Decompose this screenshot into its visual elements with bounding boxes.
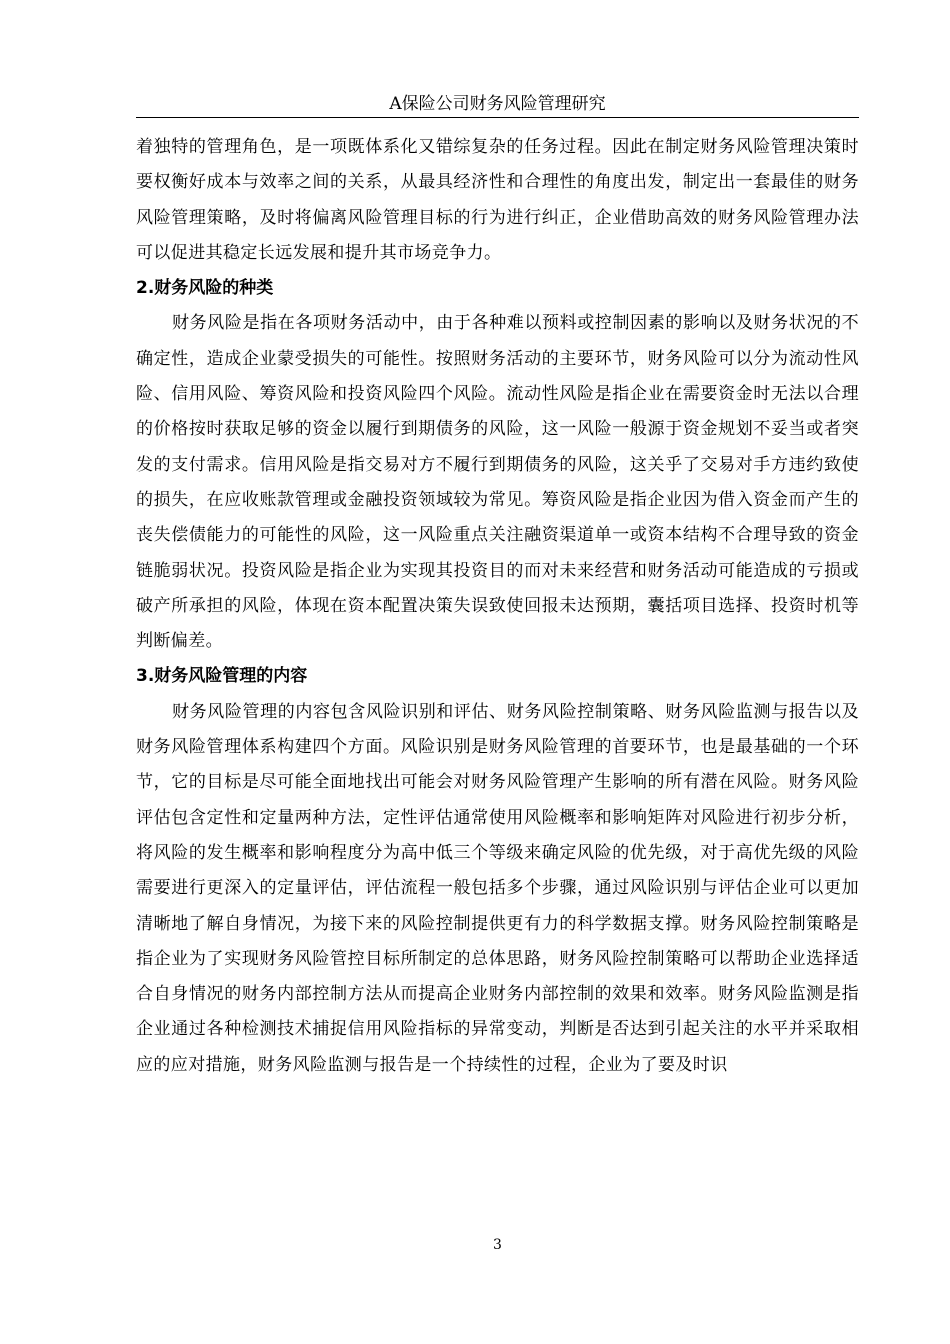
section-heading-2: 2.财务风险的种类 [136, 278, 274, 299]
running-header: A保险公司财务风险管理研究 [389, 94, 606, 114]
page-content [136, 130, 859, 1083]
paragraph-risk-management-content: 财务风险管理的内容包含风险识别和评估、财务风险控制策略、财务风险监测与报告以及财务风险管理体系构建四个方面。风险识别是财务风险管理的首要环节，也是最基础的一个环节，它的目标是尽可能全面地找出可能会对财务风险管理产生影响的所有潜在风险。财务风险评估包含定性和定量两种方法，定性评估通常使用风险概率和影响矩阵对风险进行初步分析，将风险的发生概率和影响程度分为高中低三个等级来确定风险的优先级，对于高优先级的风险需要进行更深入的定量评估，评估流程一般包括多个步骤，通过风险识别与评估企业可以更加清晰地了解自身情况，为接下来的风险控制提供更有力的科学数据支撑。财务风险控制策略是指企业为了实现财务风险管控目标所制定的总体思路，财务风险控制策略可以帮助企业选择适合自身情况的财务内部控制方法从而提高企业财务内部控制的效果和效率。财务风险监测是指企业通过各种检测技术捕捉信用风险指标的异常变动，判断是否达到引起关注的水平并采取相应的应对措施，财务风险监测与报告是一个持续性的过程，企业为了要及时识 [136, 701, 859, 1075]
paragraph-continued: 着独特的管理角色，是一项既体系化又错综复杂的任务过程。因此在制定财务风险管理决策时要权衡好成本与效率之间的关系，从最具经济性和合理性的角度出发，制定出一套最佳的财务风险管理策略，及时将偏离风险管理目标的行为进行纠正，企业借助高效的财务风险管理办法可以促进其稳定长远发展和提升其市场竞争力。 [136, 137, 859, 263]
section-heading-3: 3.财务风险管理的内容 [136, 666, 308, 687]
paragraph-financial-risk-types: 财务风险是指在各项财务活动中，由于各种难以预料或控制因素的影响以及财务状况的不确定性，造成企业蒙受损失的可能性。按照财务活动的主要环节，财务风险可以分为流动性风险、信用风险、筹资风险和投资风险四个风险。流动性风险是指企业在需要资金时无法以合理的价格按时获取足够的资金以履行到期债务的风险，这一风险一般源于资金规划不妥当或者突发的支付需求。信用风险是指交易对方不履行到期债务的风险，这关乎了交易对手方违约致使的损失，在应收账款管理或金融投资领域较为常见。筹资风险是指企业因为借入资金而产生的丧失偿债能力的可能性的风险，这一风险重点关注融资渠道单一或资本结构不合理导致的资金链脆弱状况。投资风险是指企业为实现其投资目的而对未来经营和财务活动可能造成的亏损或破产所承担的风险，体现在资本配置决策失误致使回报未达预期，囊括项目选择、投资时机等判断偏差。 [136, 313, 859, 652]
header-rule [136, 117, 859, 118]
page-number: 3 [493, 1237, 502, 1253]
